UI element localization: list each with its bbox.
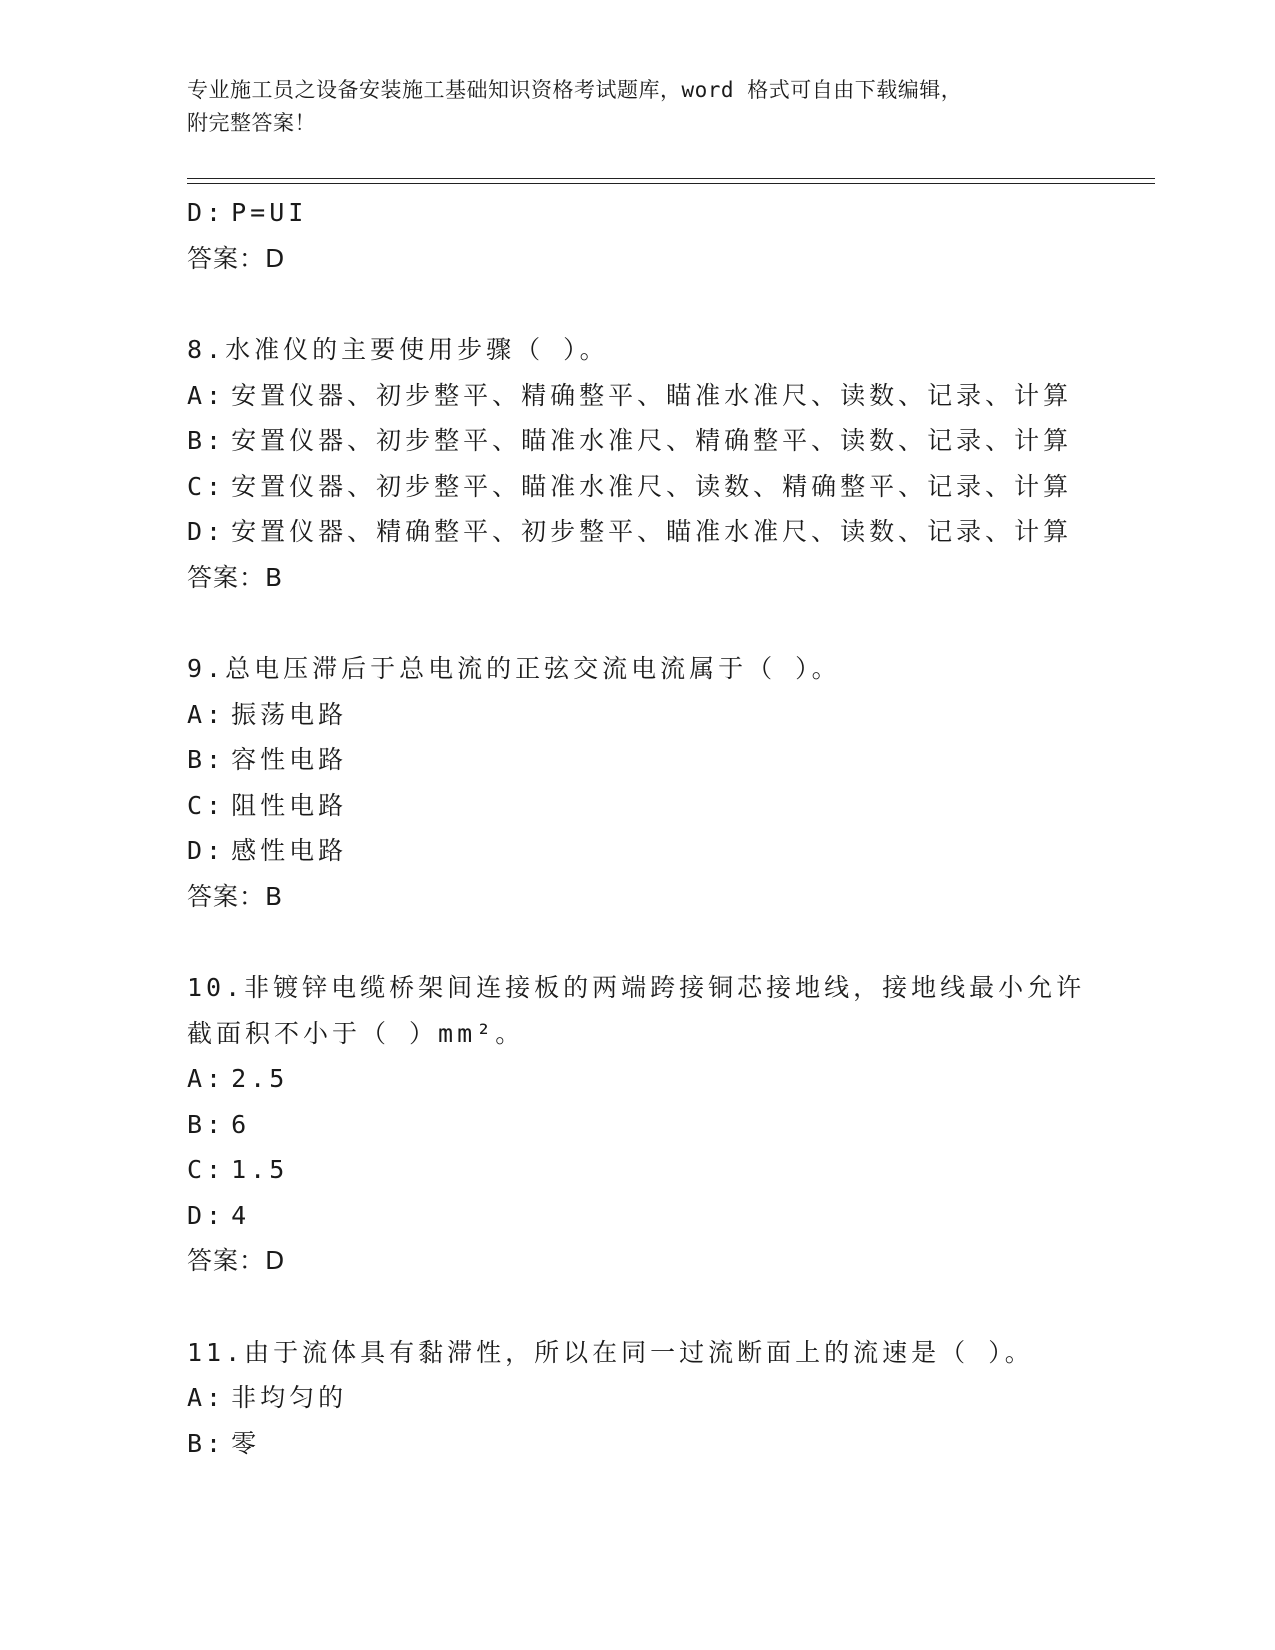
answer-line: 答案：D — [187, 243, 286, 273]
option-b — [187, 1421, 1155, 1467]
option-text: 2.5 — [231, 1064, 289, 1093]
option-text: P=UI — [231, 198, 308, 227]
spacer — [187, 281, 1155, 327]
option-key: A: — [187, 699, 226, 729]
option-text: 安置仪器、初步整平、瞄准水准尺、精确整平、读数、记录、计算 — [231, 426, 1073, 455]
option-d — [187, 509, 1155, 555]
option-text: 感性电路 — [231, 836, 348, 865]
header-line-2: 附完整答案！ — [187, 111, 316, 135]
option-key: B: — [187, 745, 226, 774]
option-d — [187, 828, 1155, 874]
option-key: C: — [187, 471, 226, 501]
option-a — [187, 1375, 1155, 1421]
option-c — [187, 783, 1155, 829]
option-key: C: — [187, 790, 226, 820]
option-a — [187, 692, 1155, 738]
option-text: 1.5 — [231, 1155, 289, 1184]
option-c — [187, 1147, 1155, 1193]
option-key: A: — [187, 1383, 226, 1412]
header-line-1: 专业施工员之设备安装施工基础知识资格考试题库，word 格式可自由下载编辑， — [187, 78, 963, 102]
question-stem: 10.非镀锌电缆桥架间连接板的两端跨接铜芯接地线，接地线最小允许 — [187, 973, 1086, 1002]
option-text: 4 — [231, 1200, 251, 1230]
document-header — [187, 74, 1067, 140]
answer-line: 答案：D — [187, 1246, 286, 1275]
spacer — [187, 919, 1155, 965]
question-stem: 8.水准仪的主要使用步骤（ ）。 — [187, 335, 609, 364]
option-text: 安置仪器、精确整平、初步整平、瞄准水准尺、读数、记录、计算 — [231, 517, 1073, 546]
option-key: B: — [187, 1109, 226, 1139]
option-c — [187, 464, 1155, 510]
option-key: D: — [187, 198, 226, 227]
option-key: D: — [187, 517, 226, 546]
question-block — [187, 1330, 1155, 1467]
question-block — [187, 646, 1155, 919]
answer-line: 答案：B — [187, 881, 284, 911]
option-d — [187, 1193, 1155, 1239]
option-text: 非均匀的 — [231, 1383, 348, 1412]
option-text: 安置仪器、初步整平、精确整平、瞄准水准尺、读数、记录、计算 — [231, 380, 1073, 410]
option-key: D: — [187, 836, 226, 865]
option-a — [187, 373, 1155, 419]
option-key: C: — [187, 1155, 226, 1184]
option-text: 零 — [231, 1428, 261, 1458]
spacer — [187, 1284, 1155, 1330]
question-stem: 9.总电压滞后于总电流的正弦交流电流属于（ ）。 — [187, 654, 841, 683]
question-stem: 11.由于流体具有黏滞性，所以在同一过流断面上的流速是（ ）。 — [187, 1337, 1034, 1367]
question-block — [187, 965, 1155, 1284]
option-b — [187, 737, 1155, 783]
option-key: B: — [187, 1428, 226, 1458]
spacer — [187, 600, 1155, 646]
header-divider-bottom — [187, 183, 1155, 184]
option-key: B: — [187, 426, 226, 455]
option-key: A: — [187, 380, 226, 410]
answer-line: 答案：B — [187, 562, 284, 592]
option-text: 阻性电路 — [231, 790, 348, 820]
option-text: 6 — [231, 1109, 251, 1139]
option-key: A: — [187, 1064, 226, 1093]
question-stem-continued: 截面积不小于（ ）mm²。 — [187, 1018, 525, 1048]
option-text: 容性电路 — [231, 745, 348, 774]
question-content — [187, 190, 1155, 1466]
option-d-fragment — [187, 190, 1155, 236]
option-b — [187, 1102, 1155, 1148]
option-text: 振荡电路 — [231, 699, 348, 729]
option-key: D: — [187, 1200, 226, 1230]
header-divider-top — [187, 178, 1155, 179]
option-b — [187, 418, 1155, 464]
question-block — [187, 327, 1155, 600]
option-a — [187, 1056, 1155, 1102]
option-text: 安置仪器、初步整平、瞄准水准尺、读数、精确整平、记录、计算 — [231, 471, 1073, 501]
